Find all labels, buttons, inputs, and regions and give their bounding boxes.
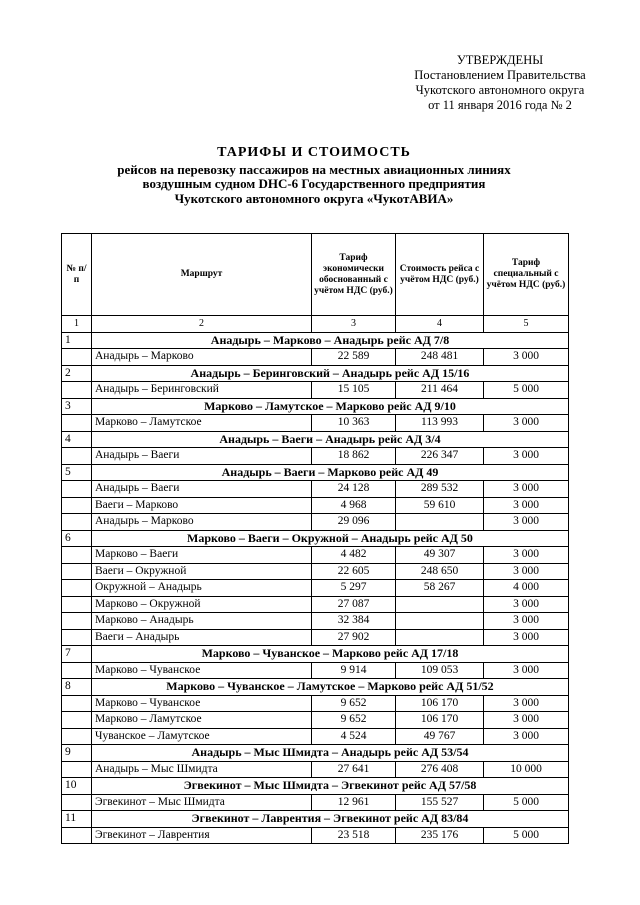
empty-cell [62, 662, 92, 679]
empty-cell [62, 629, 92, 646]
cost-cell [396, 613, 484, 630]
cost-cell: 49 767 [396, 728, 484, 745]
special-tariff-cell: 3 000 [484, 728, 569, 745]
table-row [62, 794, 569, 811]
tariff-cell: 22 589 [312, 349, 396, 366]
segment-cell: Чуванское – Ламутское [92, 728, 312, 745]
segment-cell: Марково – Чуванское [92, 695, 312, 712]
route-title: Анадырь – Беринговский – Анадырь рейс АД 15/16 [92, 365, 569, 382]
route-title: Анадырь – Ваеги – Анадырь рейс АД 3/4 [92, 431, 569, 448]
tariff-cell: 9 652 [312, 712, 396, 729]
table-row [62, 613, 569, 630]
special-tariff-cell: 3 000 [484, 415, 569, 432]
table-row [62, 596, 569, 613]
route-header-row [62, 332, 569, 349]
segment-cell: Анадырь – Марково [92, 349, 312, 366]
table-row [62, 728, 569, 745]
route-title: Эгвекинот – Лаврентия – Эгвекинот рейс АД 83/84 [92, 811, 569, 828]
special-tariff-cell: 3 000 [484, 481, 569, 498]
column-number: 4 [396, 316, 484, 333]
cost-cell: 276 408 [396, 761, 484, 778]
empty-cell [62, 580, 92, 597]
route-header-row [62, 398, 569, 415]
special-tariff-cell: 3 000 [484, 596, 569, 613]
table-row [62, 580, 569, 597]
table-row [62, 827, 569, 844]
column-number-row [62, 316, 569, 333]
segment-cell: Эгвекинот – Лаврентия [92, 827, 312, 844]
tariff-cell: 32 384 [312, 613, 396, 630]
table-row [62, 563, 569, 580]
special-tariff-cell: 3 000 [484, 349, 569, 366]
empty-cell [62, 547, 92, 564]
table-row [62, 448, 569, 465]
cost-cell: 49 307 [396, 547, 484, 564]
column-number: 3 [312, 316, 396, 333]
route-number: 5 [62, 464, 92, 481]
cost-cell: 106 170 [396, 695, 484, 712]
cost-cell: 59 610 [396, 497, 484, 514]
tariff-cell: 22 605 [312, 563, 396, 580]
empty-cell [62, 563, 92, 580]
route-number: 8 [62, 679, 92, 696]
route-number: 10 [62, 778, 92, 795]
document-title [60, 146, 568, 206]
cost-cell: 58 267 [396, 580, 484, 597]
approval-line: Постановлением Правительства [414, 68, 586, 82]
table-row [62, 761, 569, 778]
cost-cell: 248 650 [396, 563, 484, 580]
tariff-cell: 24 128 [312, 481, 396, 498]
route-header-row [62, 778, 569, 795]
route-number: 6 [62, 530, 92, 547]
special-tariff-cell: 3 000 [484, 695, 569, 712]
empty-cell [62, 695, 92, 712]
title-heading: ТАРИФЫ И СТОИМОСТЬ [217, 145, 411, 160]
tariff-cell: 9 914 [312, 662, 396, 679]
route-number: 2 [62, 365, 92, 382]
empty-cell [62, 794, 92, 811]
table-row [62, 415, 569, 432]
special-tariff-cell: 5 000 [484, 827, 569, 844]
empty-cell [62, 514, 92, 531]
tariff-cell: 27 641 [312, 761, 396, 778]
tariff-cell: 23 518 [312, 827, 396, 844]
tariff-cell: 29 096 [312, 514, 396, 531]
segment-cell: Анадырь – Ваеги [92, 481, 312, 498]
header-route: Маршрут [92, 234, 312, 316]
cost-cell: 155 527 [396, 794, 484, 811]
empty-cell [62, 761, 92, 778]
empty-cell [62, 448, 92, 465]
header-tariff: Тариф экономически обоснованный с учётом НДС (руб.) [312, 234, 396, 316]
table-row [62, 695, 569, 712]
special-tariff-cell: 5 000 [484, 382, 569, 399]
tariff-cell: 4 524 [312, 728, 396, 745]
approval-heading: УТВЕРЖДЕНЫ [456, 53, 544, 67]
route-header-row [62, 811, 569, 828]
cost-cell: 248 481 [396, 349, 484, 366]
special-tariff-cell: 3 000 [484, 547, 569, 564]
route-header-row [62, 646, 569, 663]
special-tariff-cell: 4 000 [484, 580, 569, 597]
segment-cell: Марково – Окружной [92, 596, 312, 613]
cost-cell: 289 532 [396, 481, 484, 498]
route-title: Марково – Ваеги – Окружной – Анадырь рейс АД 50 [92, 530, 569, 547]
tariff-cell: 27 087 [312, 596, 396, 613]
special-tariff-cell: 3 000 [484, 497, 569, 514]
table-row [62, 497, 569, 514]
empty-cell [62, 382, 92, 399]
cost-cell: 235 176 [396, 827, 484, 844]
route-header-row [62, 365, 569, 382]
route-title: Марково – Ламутское – Марково рейс АД 9/10 [92, 398, 569, 415]
segment-cell: Окружной – Анадырь [92, 580, 312, 597]
route-header-row [62, 530, 569, 547]
segment-cell: Ваеги – Окружной [92, 563, 312, 580]
table-row [62, 514, 569, 531]
segment-cell: Марково – Ламутское [92, 712, 312, 729]
special-tariff-cell: 3 000 [484, 712, 569, 729]
special-tariff-cell: 3 000 [484, 514, 569, 531]
route-title: Анадырь – Марково – Анадырь рейс АД 7/8 [92, 332, 569, 349]
tariff-cell: 18 862 [312, 448, 396, 465]
segment-cell: Марково – Анадырь [92, 613, 312, 630]
empty-cell [62, 712, 92, 729]
cost-cell [396, 596, 484, 613]
special-tariff-cell: 3 000 [484, 563, 569, 580]
special-tariff-cell: 3 000 [484, 613, 569, 630]
empty-cell [62, 481, 92, 498]
cost-cell [396, 514, 484, 531]
tariff-cell: 9 652 [312, 695, 396, 712]
route-header-row [62, 431, 569, 448]
route-title: Эгвекинот – Мыс Шмидта – Эгвекинот рейс АД 57/58 [92, 778, 569, 795]
table-row [62, 382, 569, 399]
tariff-table [61, 233, 569, 844]
route-title: Анадырь – Ваеги – Марково рейс АД 49 [92, 464, 569, 481]
column-number: 5 [484, 316, 569, 333]
header-cost: Стоимость рейса с учётом НДС (руб.) [396, 234, 484, 316]
segment-cell: Анадырь – Беринговский [92, 382, 312, 399]
segment-cell: Ваеги – Анадырь [92, 629, 312, 646]
segment-cell: Ваеги – Марково [92, 497, 312, 514]
empty-cell [62, 613, 92, 630]
approval-block [380, 53, 620, 113]
header-number: № п/п [62, 234, 92, 316]
cost-cell: 211 464 [396, 382, 484, 399]
table-row [62, 349, 569, 366]
title-subline: Чукотского автономного округа «ЧукотАВИА» [174, 190, 454, 206]
table-row [62, 629, 569, 646]
route-number: 3 [62, 398, 92, 415]
column-number: 2 [92, 316, 312, 333]
table-body [62, 316, 569, 844]
tariff-cell: 4 968 [312, 497, 396, 514]
empty-cell [62, 596, 92, 613]
segment-cell: Эгвекинот – Мыс Шмидта [92, 794, 312, 811]
tariff-cell: 12 961 [312, 794, 396, 811]
title-subline: рейсов на перевозку пассажиров на местных авиационных линиях [117, 161, 511, 177]
route-title: Марково – Чуванское – Марково рейс АД 17/18 [92, 646, 569, 663]
empty-cell [62, 728, 92, 745]
segment-cell: Марково – Чуванское [92, 662, 312, 679]
segment-cell: Марково – Ваеги [92, 547, 312, 564]
special-tariff-cell: 5 000 [484, 794, 569, 811]
special-tariff-cell: 3 000 [484, 448, 569, 465]
tariff-cell: 27 902 [312, 629, 396, 646]
tariff-cell: 10 363 [312, 415, 396, 432]
special-tariff-cell: 10 000 [484, 761, 569, 778]
route-number: 7 [62, 646, 92, 663]
empty-cell [62, 349, 92, 366]
table-row [62, 481, 569, 498]
route-number: 4 [62, 431, 92, 448]
segment-cell: Марково – Ламутское [92, 415, 312, 432]
route-number: 11 [62, 811, 92, 828]
route-title: Анадырь – Мыс Шмидта – Анадырь рейс АД 53/54 [92, 745, 569, 762]
approval-line: Чукотского автономного округа [415, 83, 585, 97]
empty-cell [62, 827, 92, 844]
tariff-cell: 15 105 [312, 382, 396, 399]
special-tariff-cell: 3 000 [484, 629, 569, 646]
route-title: Марково – Чуванское – Ламутское – Марково рейс АД 51/52 [92, 679, 569, 696]
cost-cell: 109 053 [396, 662, 484, 679]
approval-date: от 11 января 2016 года № 2 [428, 98, 572, 112]
empty-cell [62, 497, 92, 514]
table-row [62, 712, 569, 729]
special-tariff-cell: 3 000 [484, 662, 569, 679]
tariff-cell: 4 482 [312, 547, 396, 564]
route-number: 9 [62, 745, 92, 762]
tariff-cell: 5 297 [312, 580, 396, 597]
route-header-row [62, 745, 569, 762]
route-header-row [62, 464, 569, 481]
table-row [62, 662, 569, 679]
title-subline: воздушным судном DHC-6 Государственного предприятия [142, 176, 486, 191]
header-special: Тариф специальный с учётом НДС (руб.) [484, 234, 569, 316]
cost-cell: 106 170 [396, 712, 484, 729]
empty-cell [62, 415, 92, 432]
route-header-row [62, 679, 569, 696]
table-header-row [62, 234, 569, 316]
cost-cell [396, 629, 484, 646]
segment-cell: Анадырь – Мыс Шмидта [92, 761, 312, 778]
segment-cell: Анадырь – Ваеги [92, 448, 312, 465]
column-number: 1 [62, 316, 92, 333]
segment-cell: Анадырь – Марково [92, 514, 312, 531]
table-row [62, 547, 569, 564]
route-number: 1 [62, 332, 92, 349]
cost-cell: 113 993 [396, 415, 484, 432]
cost-cell: 226 347 [396, 448, 484, 465]
